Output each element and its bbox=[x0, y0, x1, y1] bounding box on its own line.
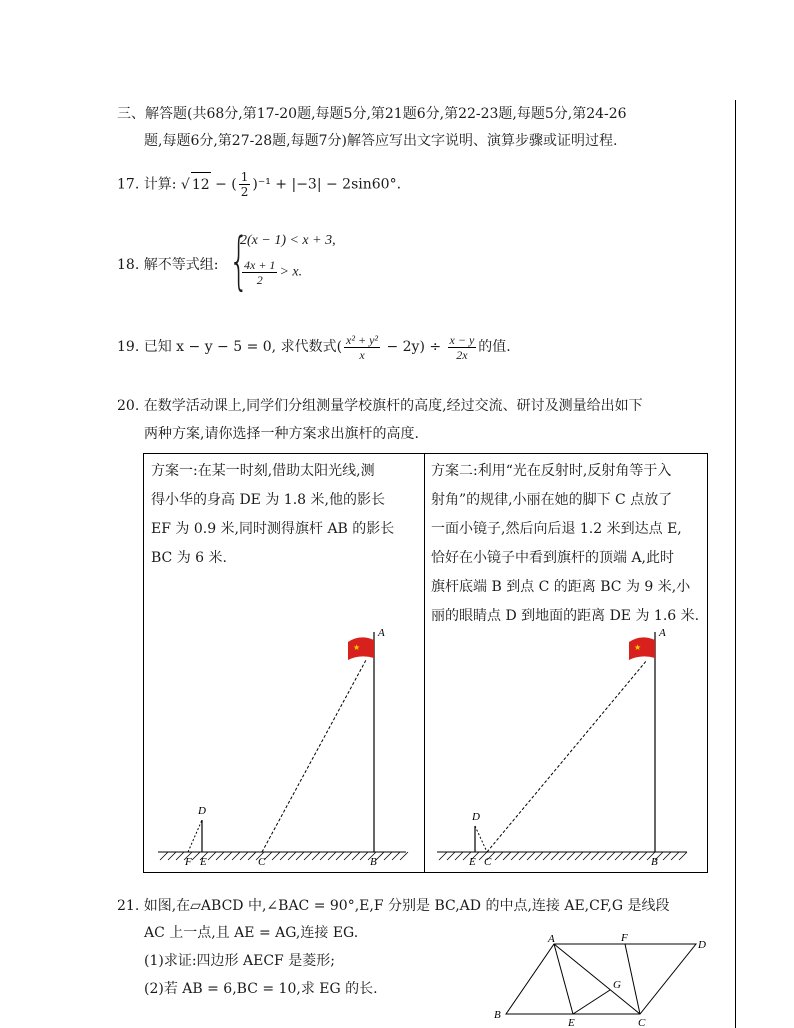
q21-figure bbox=[488, 930, 718, 1028]
q17-number: 17. bbox=[117, 176, 140, 193]
fig2-label-E: E bbox=[469, 856, 476, 868]
q17-sqrt: √ 12 bbox=[181, 177, 211, 193]
fig2-flag-star: ★ bbox=[634, 643, 642, 652]
fig1-flag-star: ★ bbox=[353, 643, 361, 652]
parallelogram-ABCD bbox=[506, 944, 696, 1014]
q20-line2: 两种方案,请你选择一种方案求出旗杆的高度. bbox=[144, 426, 419, 442]
q17-lead: 计算: bbox=[143, 176, 177, 193]
fig1-label-F: F bbox=[185, 856, 192, 868]
fig2-reflect-CA bbox=[487, 660, 647, 852]
segment-EG bbox=[573, 990, 610, 1014]
q19-number: 19. bbox=[117, 339, 140, 355]
q21-label-E: E bbox=[568, 1017, 575, 1028]
fig2-label-C: C bbox=[484, 856, 492, 868]
q21-line2: AC 上一点,且 AE = AG,连接 EG. bbox=[144, 925, 359, 941]
fig1-label-E: E bbox=[200, 856, 207, 868]
plan1-figure bbox=[144, 620, 424, 870]
q21-part2: (2)若 AB = 6,BC = 10,求 EG 的长. bbox=[144, 981, 378, 997]
fig1-label-B: B bbox=[370, 856, 377, 868]
q19-tail: 的值. bbox=[478, 339, 511, 355]
q17-fraction: $\frac{1}{2}$ bbox=[240, 170, 249, 199]
q18-lead: 解不等式组: bbox=[143, 257, 219, 273]
q17-rest: + |−3| − 2sin60°. bbox=[270, 176, 402, 193]
fig1-sunray-AC bbox=[262, 660, 366, 852]
q19-mid: − 2y) ÷ bbox=[382, 339, 446, 355]
section-header-line1: 三、解答题(共68分,第17-20题,每题5分,第21题6分,第22-23题,每题5分,第24-26 bbox=[117, 106, 627, 122]
q21-line1: 21. 如图,在▱ABCD 中,∠BAC = 90°,E,F 分别是 BC,AD 的中点,连接 AE,CF,G 是线段 bbox=[117, 898, 670, 914]
q18-number: 18. bbox=[117, 257, 140, 273]
fig1-sunray-DF bbox=[188, 820, 202, 852]
fig2-reflect-DC bbox=[475, 826, 487, 852]
q18-inequality-1: 2(x − 1) < x + 3, bbox=[240, 233, 336, 248]
fig1-label-C: C bbox=[258, 856, 266, 868]
fig2-flag bbox=[629, 637, 655, 660]
q21-label-A: A bbox=[548, 933, 555, 945]
q19-lead: 已知 x − y − 5 = 0, 求代数式( bbox=[143, 339, 343, 355]
q21-label-B: B bbox=[494, 1009, 501, 1021]
fig1-label-A: A bbox=[378, 627, 385, 639]
section-header-line2: 题,每题6分,第27-28题,每题7分)解答应写出文字说明、演算步骤或证明过程. bbox=[144, 133, 618, 149]
fig1-flag bbox=[348, 637, 374, 660]
plan2-text: 方案二:利用“光在反射时,反射角等于入 射角”的规律,小丽在她的脚下 C 点放了 一面小镜子,然后向后退 1.2 米到达点 E, 恰好在小镜子中看到旗杆的顶端 A,此时 旗杆底端 B 到点 C 的距离 BC 为 9 米,小 丽的眼睛点 D 到地面的距离 DE 为 1.6 米. bbox=[431, 463, 700, 624]
q21-label-D: D bbox=[698, 939, 706, 951]
fig2-label-B: B bbox=[651, 856, 658, 868]
q21-label-F: F bbox=[621, 932, 628, 944]
q21-label-C: C bbox=[638, 1017, 646, 1028]
question-19 bbox=[117, 332, 511, 362]
plan1-text: 方案一:在某一时刻,借助太阳光线,测 得小华的身高 DE 为 1.8 米,他的影长 EF 为 0.9 米,同时测得旗杆 AB 的影长 BC 为 6 米. bbox=[151, 463, 395, 566]
fig2-label-D: D bbox=[472, 811, 480, 823]
segment-AE bbox=[554, 944, 573, 1014]
q20-line1: 20. 在数学活动课上,同学们分组测量学校旗杆的高度,经过交流、研讨及测量给出如下 bbox=[117, 398, 643, 414]
fig2-ground-hatch bbox=[439, 852, 687, 860]
fig2-label-A: A bbox=[659, 627, 666, 639]
q21-part1: (1)求证:四边形 AECF 是菱形; bbox=[144, 953, 335, 969]
question-17 bbox=[117, 170, 401, 199]
page-margin-line bbox=[735, 100, 736, 1028]
q19-fraction-2: $\frac{x - y}{2x}$ bbox=[449, 332, 475, 362]
q19-fraction-1: $\frac{\text{x² + y²}}{x}$ bbox=[346, 332, 378, 362]
q18-inequality-2: $\frac{4x + 1}{2}$ > x. bbox=[244, 258, 303, 287]
q17-exponent: )⁻¹ bbox=[252, 176, 271, 193]
q18-brace: { bbox=[229, 224, 249, 297]
plan2-figure bbox=[425, 620, 705, 870]
q18-label bbox=[117, 255, 218, 275]
q17-minus: − ( bbox=[210, 176, 237, 193]
q21-label-G: G bbox=[613, 979, 621, 991]
fig1-label-D: D bbox=[198, 805, 206, 817]
